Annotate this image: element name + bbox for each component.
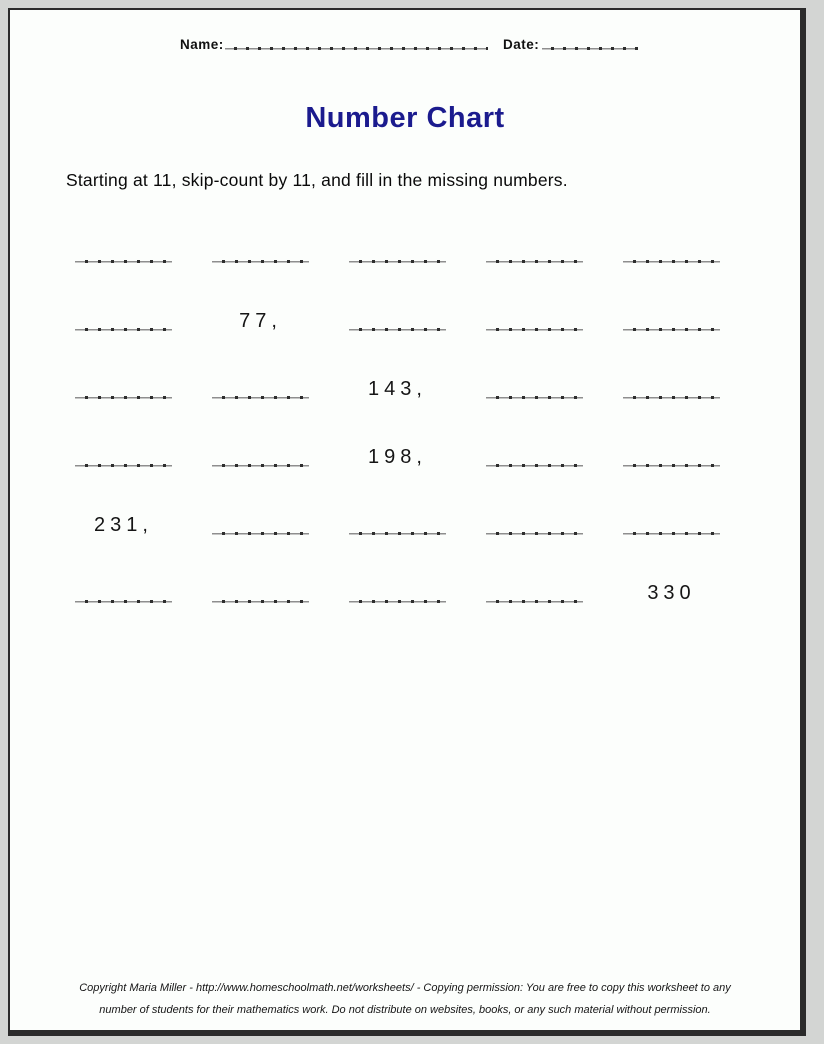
blank-line bbox=[349, 328, 446, 331]
blank-line bbox=[75, 600, 172, 603]
blank-line bbox=[349, 532, 446, 535]
blank-line bbox=[486, 260, 583, 263]
blank-line bbox=[349, 260, 446, 263]
number-grid bbox=[75, 197, 720, 605]
grid-cell bbox=[212, 265, 309, 333]
grid-cell bbox=[349, 333, 446, 401]
blank-line bbox=[623, 396, 720, 399]
grid-cell bbox=[486, 401, 583, 469]
blank-line bbox=[349, 600, 446, 603]
date-label: Date: bbox=[503, 37, 540, 52]
grid-cell bbox=[75, 469, 172, 537]
grid-cell bbox=[486, 537, 583, 605]
worksheet-page bbox=[8, 8, 806, 1036]
grid-cell bbox=[623, 401, 720, 469]
blank-line bbox=[212, 532, 309, 535]
grid-cell bbox=[75, 401, 172, 469]
blank-line bbox=[212, 260, 309, 263]
blank-line bbox=[486, 600, 583, 603]
grid-cell bbox=[75, 333, 172, 401]
blank-line bbox=[486, 464, 583, 467]
grid-cell bbox=[623, 537, 720, 605]
blank-line bbox=[212, 464, 309, 467]
grid-cell bbox=[486, 333, 583, 401]
blank-line bbox=[623, 260, 720, 263]
copyright-line-2: number of students for their mathematics work. Do not distribute on websites, books, or any such material without permission. bbox=[99, 1004, 711, 1016]
name-fill-line bbox=[225, 47, 488, 50]
grid-cell bbox=[75, 265, 172, 333]
blank-line bbox=[486, 396, 583, 399]
cell-number: 143, bbox=[368, 378, 427, 400]
grid-cell bbox=[349, 401, 446, 469]
grid-cell bbox=[623, 197, 720, 265]
blank-line bbox=[75, 260, 172, 263]
grid-cell bbox=[212, 537, 309, 605]
grid-cell bbox=[349, 265, 446, 333]
worksheet-title: Number Chart bbox=[305, 102, 505, 134]
grid-cell bbox=[212, 401, 309, 469]
blank-line bbox=[486, 328, 583, 331]
blank-line bbox=[486, 532, 583, 535]
copyright-footer bbox=[10, 977, 800, 1021]
blank-line bbox=[75, 396, 172, 399]
blank-line bbox=[75, 328, 172, 331]
grid-cell bbox=[75, 537, 172, 605]
grid-cell bbox=[212, 333, 309, 401]
grid-cell bbox=[349, 469, 446, 537]
grid-cell bbox=[212, 197, 309, 265]
grid-cell bbox=[212, 469, 309, 537]
blank-line bbox=[212, 600, 309, 603]
cell-number: 198, bbox=[368, 446, 427, 468]
date-fill-line bbox=[542, 47, 638, 50]
blank-line bbox=[623, 328, 720, 331]
grid-cell bbox=[75, 197, 172, 265]
blank-line bbox=[623, 464, 720, 467]
grid-cell bbox=[623, 333, 720, 401]
blank-line bbox=[75, 464, 172, 467]
grid-cell bbox=[486, 469, 583, 537]
blank-line bbox=[623, 532, 720, 535]
cell-number: 77, bbox=[239, 310, 282, 332]
blank-line bbox=[212, 396, 309, 399]
grid-cell bbox=[486, 265, 583, 333]
copyright-line-1: Copyright Maria Miller - http://www.homeschoolmath.net/worksheets/ - Copying permission: You are free to copy this worksheet to any bbox=[79, 982, 731, 994]
grid-cell bbox=[486, 197, 583, 265]
grid-cell bbox=[349, 197, 446, 265]
cell-number: 330 bbox=[647, 582, 696, 604]
name-label: Name: bbox=[180, 37, 224, 52]
grid-cell bbox=[623, 265, 720, 333]
grid-cell bbox=[349, 537, 446, 605]
cell-number: 231, bbox=[94, 514, 153, 536]
grid-cell bbox=[623, 469, 720, 537]
instruction-text: Starting at 11, skip-count by 11, and fill in the missing numbers. bbox=[66, 170, 568, 190]
